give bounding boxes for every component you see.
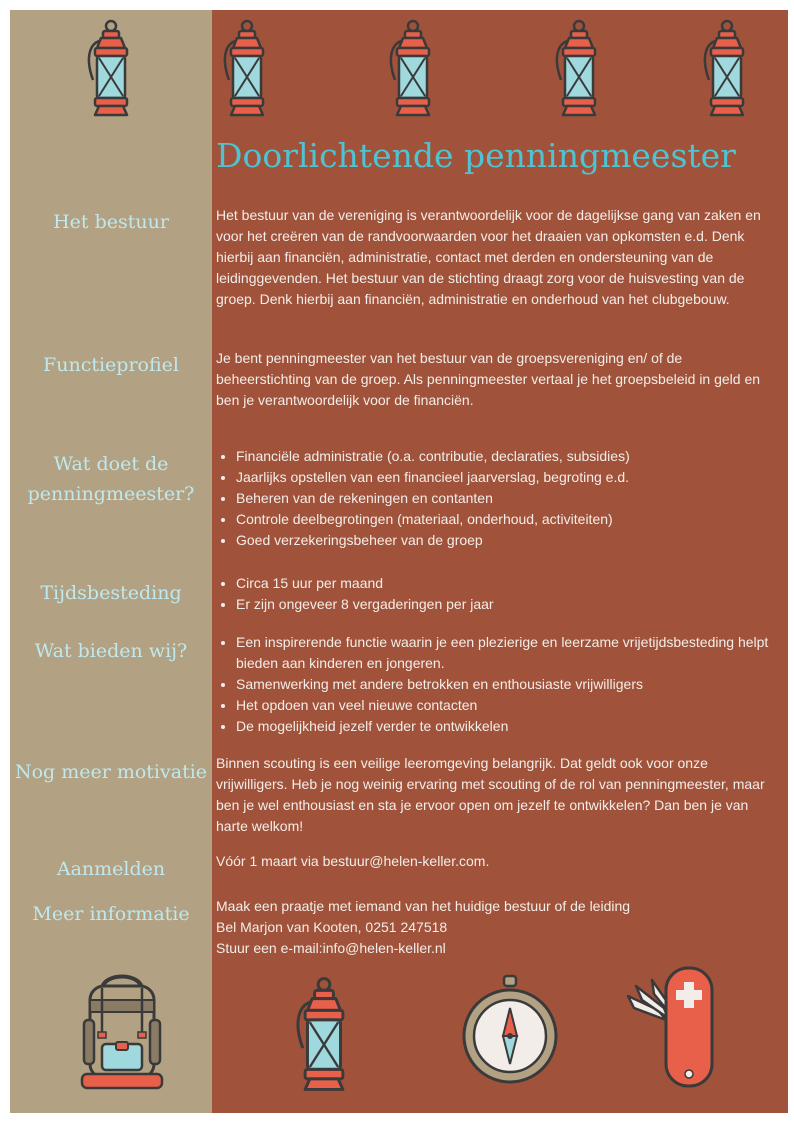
label-line: penningmeester? — [27, 483, 195, 505]
text-meer-informatie — [216, 896, 776, 959]
list-item: • Financiële administratie (o.a. contributie, declaraties, subsidies) — [236, 446, 776, 467]
label-line: Wat doet de — [53, 453, 169, 475]
paragraph-line: Maak een praatje met iemand van het huidige bestuur of de leiding — [216, 898, 631, 914]
label-wat-bieden-wij: Wat bieden wij? — [34, 640, 188, 662]
top-margin — [0, 0, 794, 10]
list-wat-doet — [216, 446, 776, 551]
label-nog-meer-motivatie: Nog meer motivatie — [14, 761, 208, 783]
lantern-icon — [382, 18, 444, 118]
list-item: • Jaarlijks opstellen van een financieel jaarverslag, begroting e.d. — [236, 467, 776, 488]
label-meer-informatie: Meer informatie — [32, 903, 190, 925]
list-item: • Samenwerking met andere betrokken en enthousiaste vrijwilligers — [236, 674, 776, 695]
label-wat-doet — [10, 449, 212, 509]
backpack-icon — [72, 970, 172, 1095]
label-aanmelden: Aanmelden — [56, 858, 166, 880]
label-tijdsbesteding: Tijdsbesteding — [40, 582, 182, 604]
lantern-icon — [216, 18, 278, 118]
paragraph: Binnen scouting is een veilige leeromgeving belangrijk. Dat geldt ook voor onze vrijwilligers. Heb je nog weinig ervaring met scouting of de rol van penningmeester, maar ben je wel enthousiast en sta je ervoor open om jezelf te ontwikkelen? Dan ben je van harte welkom! — [216, 755, 765, 834]
text-aanmelden — [216, 851, 776, 872]
compass-icon — [460, 972, 560, 1092]
list-tijdsbesteding — [216, 573, 776, 615]
list-item: • De mogelijkheid jezelf verder te ontwikkelen — [236, 716, 776, 737]
paragraph: Vóór 1 maart via bestuur@helen-keller.com. — [216, 853, 490, 869]
label-het-bestuur: Het bestuur — [53, 211, 169, 233]
list-item: • Een inspirerende functie waarin je een plezierige en leerzame vrijetijdsbesteding helpt bieden aan kinderen en jongeren. — [236, 632, 776, 674]
paragraph-line: Bel Marjon van Kooten, 0251 247518 — [216, 919, 448, 935]
paragraph: Het bestuur van de vereniging is verantwoordelijk voor de dagelijkse gang van zaken en voor het creëren van de randvoorwaarden voor het draaien van opkomsten e.d. Denk hierbij aan financiën, administratie, contact met derden en ondersteuning van de leidinggevenden. Het bestuur van de stichting draagt zorg voor de huisvesting van de groep. Denk hierbij aan financiën, administratie en onderhoud van het clubgebouw. — [216, 207, 761, 307]
list-item: • Circa 15 uur per maand — [236, 573, 776, 594]
text-functieprofiel — [216, 348, 776, 411]
list-item: • Er zijn ongeveer 8 vergaderingen per jaar — [236, 594, 776, 615]
page-title: Doorlichtende penningmeester — [216, 136, 736, 175]
sidebar — [10, 10, 212, 1113]
lantern-icon — [288, 975, 360, 1093]
list-item: • Het opdoen van veel nieuwe contacten — [236, 695, 776, 716]
lantern-icon — [548, 18, 610, 118]
text-het-bestuur — [216, 205, 776, 310]
pocket-knife-icon — [614, 966, 724, 1091]
right-margin — [788, 0, 794, 1123]
left-margin — [0, 0, 10, 1123]
list-wat-bieden-wij — [216, 632, 776, 737]
lantern-icon — [696, 18, 758, 118]
list-item: • Beheren van de rekeningen en contanten — [236, 488, 776, 509]
paragraph-line: Stuur een e-mail:info@helen-keller.nl — [216, 940, 446, 956]
lantern-icon — [80, 18, 142, 118]
bottom-margin — [0, 1113, 794, 1123]
paragraph: Je bent penningmeester van het bestuur van de groepsvereniging en/ of de beheerstichting van de groep. Als penningmeester vertaal je het groepsbeleid in geld en ben je verantwoordelijk voor de financiën. — [216, 350, 761, 408]
list-item: • Goed verzekeringsbeheer van de groep — [236, 530, 776, 551]
list-item: • Controle deelbegrotingen (materiaal, onderhoud, activiteiten) — [236, 509, 776, 530]
label-functieprofiel: Functieprofiel — [43, 354, 179, 376]
text-nog-meer-motivatie — [216, 753, 776, 837]
